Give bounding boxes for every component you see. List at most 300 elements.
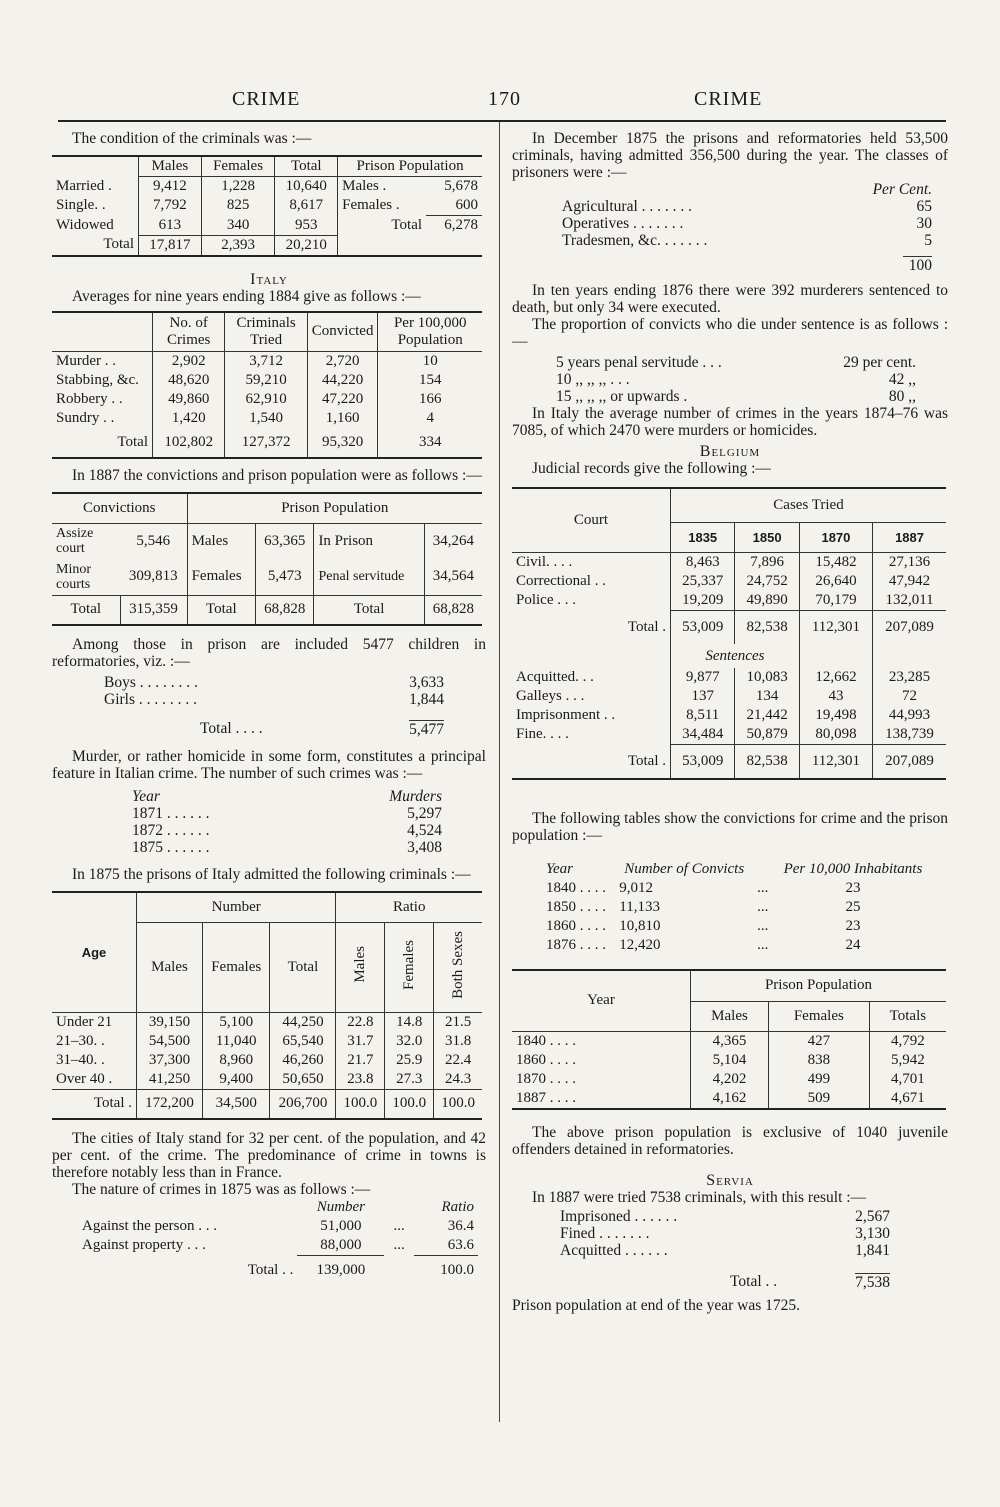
- cell: 21,442: [735, 706, 799, 725]
- cell: 5,104: [691, 1051, 769, 1070]
- row-label: 1870 . . . .: [516, 1071, 576, 1087]
- cell: 7,792: [139, 196, 202, 216]
- cell: 25,337: [671, 572, 735, 591]
- row-label: Widowed: [56, 216, 114, 233]
- row-label: Police . . .: [516, 591, 576, 608]
- list-label: Total . .: [730, 1273, 778, 1290]
- cell: 25.9: [385, 1051, 434, 1070]
- 1875-text: In 1875 the prisons of Italy admitted the following criminals :—: [72, 866, 471, 883]
- cell: 207,089: [873, 610, 946, 644]
- list-label: Acquitted . . . . . .: [560, 1242, 668, 1259]
- cell: 23: [845, 917, 861, 934]
- cell: 22.4: [434, 1051, 482, 1070]
- col-head: Age: [81, 944, 107, 960]
- cell: 1,420: [153, 409, 225, 428]
- cell: 70,179: [799, 591, 872, 611]
- cell: ...: [757, 936, 769, 953]
- cell: 68,828: [256, 595, 314, 625]
- col-head: Prison Population: [187, 493, 482, 523]
- row-label: 1887 . . . .: [516, 1090, 576, 1106]
- cell: 5,100: [203, 1012, 270, 1032]
- cell: 36.4: [447, 1218, 474, 1234]
- cell: 10,083: [735, 668, 799, 687]
- cell: 9,877: [671, 668, 735, 687]
- cell: 49,860: [153, 390, 225, 409]
- cell: 95,320: [307, 428, 378, 458]
- cell: 2,393: [201, 235, 275, 256]
- cell: 100.0: [385, 1089, 434, 1119]
- cell: 17,817: [139, 235, 202, 256]
- row-label: Total .: [627, 618, 666, 635]
- cell: 953: [275, 216, 338, 236]
- col-head: Total: [275, 156, 338, 177]
- list-label: 1875 . . . . . .: [132, 839, 210, 856]
- cell: 334: [378, 428, 482, 458]
- cell: 68,828: [424, 595, 482, 625]
- cell: 166: [378, 390, 482, 409]
- row-label: 1860 . . . .: [546, 917, 606, 934]
- row-label: Total .: [93, 1095, 132, 1112]
- list-label: Tradesmen, &c. . . . . . .: [562, 232, 708, 249]
- cell: 5,473: [256, 559, 314, 595]
- col-head: Both Sexes: [449, 930, 466, 999]
- cell: ...: [757, 879, 769, 896]
- cell: 65,540: [270, 1032, 336, 1051]
- cell: 53,009: [671, 610, 735, 644]
- col-head: Year: [546, 860, 573, 877]
- row-label: Assize court: [56, 526, 94, 557]
- cell: 5,546: [136, 532, 171, 549]
- cell: 8,463: [671, 552, 735, 572]
- cell: 47,220: [307, 390, 378, 409]
- cell: Total: [338, 216, 426, 236]
- row-label: 1840 . . . .: [546, 879, 606, 896]
- row-label: Total: [117, 434, 148, 450]
- cell: 20,210: [275, 235, 338, 256]
- cell: 21.5: [434, 1012, 482, 1032]
- row-label: 1850 . . . .: [546, 898, 606, 915]
- list-value: 3,408: [407, 839, 442, 856]
- col-head: Prison Population: [691, 970, 947, 1002]
- col-head: Criminals Tried: [225, 312, 307, 352]
- cell: ...: [393, 1237, 405, 1254]
- list-value: 42 ,,: [888, 371, 916, 388]
- col-head: Females: [400, 939, 417, 990]
- row-label: Over 40 .: [56, 1070, 113, 1087]
- cell: 8,617: [275, 196, 338, 216]
- cell: 82,538: [735, 610, 799, 644]
- col-head: Per 10,000 Inhabitants: [783, 860, 923, 877]
- cell: 509: [768, 1089, 869, 1109]
- row-label: Correctional . .: [516, 572, 606, 589]
- cell: 44,250: [270, 1012, 336, 1032]
- cell: 309,813: [128, 568, 178, 585]
- cell: Females: [187, 559, 256, 595]
- col-head: Prison Population: [338, 156, 482, 177]
- list-value: 5,477: [409, 721, 444, 738]
- cell: 34,500: [203, 1089, 270, 1119]
- cell: 37,300: [137, 1051, 203, 1070]
- cell: 207,089: [873, 745, 946, 779]
- december-text: In December 1875 the prisons and reformatories held 53,500 criminals, having admitted 356,500 during the year. The classes of prisoners were :—: [512, 130, 948, 181]
- cell: 19,498: [799, 706, 872, 725]
- cell: ...: [757, 898, 769, 915]
- cell: 59,210: [225, 371, 307, 390]
- cell: 26,640: [799, 572, 872, 591]
- cell: 100.0: [414, 1256, 478, 1286]
- cell: Males .: [338, 177, 426, 197]
- judicial-text: Judicial records give the following :—: [532, 460, 771, 477]
- cell: 31.8: [434, 1032, 482, 1051]
- cell: 23: [845, 879, 861, 896]
- row-label: Stabbing, &c.: [56, 372, 139, 388]
- row-label: Acquitted. . .: [516, 669, 594, 685]
- cell: 11,133: [619, 898, 660, 915]
- cell: In Prison: [314, 523, 424, 559]
- cell: 19,209: [671, 591, 735, 611]
- cell: 499: [768, 1070, 869, 1089]
- cell: 50,650: [270, 1070, 336, 1090]
- section-heading-italy: Italy: [250, 270, 288, 288]
- cell: 12,662: [799, 668, 872, 687]
- cell: 31.7: [336, 1032, 385, 1051]
- list-label: Girls . . . . . . . .: [104, 691, 197, 708]
- cell: 825: [201, 196, 275, 216]
- page-number: 170: [488, 88, 521, 110]
- cell: 4,162: [691, 1089, 769, 1109]
- cell: 206,700: [270, 1089, 336, 1119]
- list-value: 1,841: [855, 1242, 890, 1259]
- row-label: Robbery . .: [56, 391, 123, 407]
- cell: 24,752: [735, 572, 799, 591]
- cell: 10,640: [275, 177, 338, 197]
- list-value: 5,297: [407, 805, 442, 822]
- row-label: Against the person . . .: [82, 1218, 217, 1234]
- cell: 137: [671, 687, 735, 706]
- cell: Females .: [338, 196, 426, 216]
- cell: 4,202: [691, 1070, 769, 1089]
- list-label: Agricultural . . . . . . .: [562, 198, 693, 215]
- cell: 23.8: [336, 1070, 385, 1090]
- convicts-table: [542, 860, 932, 955]
- row-label: Total: [103, 236, 134, 253]
- cell: 63,365: [256, 523, 314, 559]
- col-head: Cases Tried: [671, 488, 947, 522]
- list-value: 65: [916, 198, 932, 215]
- col-head: Females: [201, 156, 275, 177]
- cell: 46,260: [270, 1051, 336, 1070]
- average-crimes-text: In Italy the average number of crimes in the years 1874–76 was 7085, of which 2470 were murders or homicides.: [512, 405, 948, 439]
- cell: 15,482: [799, 552, 872, 572]
- children-text: Among those in prison are included 5477 children in reformatories, viz. :—: [52, 636, 486, 670]
- cell: 315,359: [120, 595, 187, 625]
- list-label: Fined . . . . . . .: [560, 1225, 650, 1242]
- nature-text: The nature of crimes in 1875 was as follows :—: [72, 1181, 371, 1198]
- col-head: Females: [203, 922, 270, 1012]
- cell: 12,420: [619, 936, 661, 953]
- row-label: Sundry . .: [56, 410, 115, 426]
- list-value: 1,844: [409, 691, 444, 708]
- cell: 9,012: [619, 879, 653, 896]
- row-label: Murder . .: [56, 353, 116, 369]
- age-table: [52, 891, 482, 1120]
- cell: 112,301: [799, 610, 872, 644]
- cell: 2,902: [153, 352, 225, 372]
- cell: 32.0: [385, 1032, 434, 1051]
- list-value: 29 per cent.: [843, 354, 916, 371]
- cities-text: The cities of Italy stand for 32 per cent. of the population, and 42 per cent. of the crime. The predominance of crime in towns is therefore notably less than in France.: [52, 1130, 486, 1181]
- murders-list: [52, 788, 442, 856]
- subheading: Sentences: [671, 644, 800, 668]
- cell: 88,000: [320, 1237, 362, 1253]
- cell: 838: [768, 1051, 869, 1070]
- header-rule: [58, 120, 946, 122]
- row-label: Married .: [56, 177, 112, 194]
- row-label: Fine. . . .: [516, 726, 569, 743]
- col-head: Males: [139, 156, 202, 177]
- cell: 154: [378, 371, 482, 390]
- list-value: 3,633: [409, 674, 444, 691]
- cell: 11,040: [203, 1032, 270, 1051]
- cell: 5,942: [869, 1051, 946, 1070]
- list-label: Total . . . .: [200, 720, 263, 737]
- row-label: Total . .: [247, 1262, 294, 1278]
- cell: 10,810: [619, 917, 661, 934]
- list-value: 7,538: [855, 1274, 890, 1291]
- row-label: 31–40. .: [56, 1051, 105, 1068]
- list-label: Operatives . . . . . . .: [562, 215, 684, 232]
- cell: 127,372: [225, 428, 307, 458]
- column-separator: [499, 122, 500, 1422]
- list-value: 3,130: [855, 1225, 890, 1242]
- cell: 8,960: [203, 1051, 270, 1070]
- list-value: 80 ,,: [888, 388, 916, 405]
- cell: ...: [393, 1218, 405, 1234]
- cell: 1,228: [201, 177, 275, 197]
- cell: 22.8: [336, 1012, 385, 1032]
- cell: 613: [139, 216, 202, 236]
- tried-text: In 1887 were tried 7538 criminals, with this result :—: [532, 1189, 867, 1206]
- col-head: Convictions: [83, 499, 156, 516]
- following-text: The following tables show the convictions for crime and the prison population :—: [512, 809, 948, 844]
- col-head: Totals: [869, 1002, 946, 1032]
- cell: 4,671: [869, 1089, 946, 1109]
- cell: 44,993: [873, 706, 946, 725]
- cell: Total: [187, 595, 256, 625]
- cell: 9,412: [139, 177, 202, 197]
- cell: 5,678: [444, 178, 478, 194]
- left-column: [52, 130, 486, 1286]
- averages-text: Averages for nine years ending 1884 give as follows :—: [72, 287, 421, 305]
- row-label: Civil. . . .: [516, 553, 573, 570]
- col-head: 1850: [735, 522, 799, 552]
- cell: 39,150: [137, 1012, 203, 1032]
- list-label: 1871 . . . . . .: [132, 805, 210, 822]
- list-label: Boys . . . . . . . .: [104, 674, 198, 691]
- list-value: 100: [903, 256, 932, 274]
- list-head: Year: [132, 788, 160, 805]
- cell: 24.3: [434, 1070, 482, 1090]
- cell: 51,000: [320, 1218, 362, 1234]
- col-head: Convicted: [307, 312, 378, 352]
- col-head: Males: [691, 1002, 769, 1032]
- row-label: Total: [70, 601, 102, 618]
- col-head: Ratio: [441, 1199, 474, 1215]
- children-list: [52, 674, 444, 738]
- convictions-prison-table: [52, 492, 482, 626]
- cell: 47,942: [873, 572, 946, 591]
- cell: Males: [187, 523, 256, 559]
- right-column: [512, 130, 948, 1314]
- cell: 132,011: [873, 591, 946, 611]
- cell: Total: [314, 595, 424, 625]
- italy-averages-table: [52, 311, 482, 460]
- row-label: Total .: [627, 752, 666, 769]
- cell: 112,301: [799, 745, 872, 779]
- cell: 138,739: [873, 725, 946, 745]
- list-value: 4,524: [407, 822, 442, 839]
- list-label: 15 ,, ,, ,, or upwards .: [556, 388, 688, 405]
- cell: 53,009: [671, 745, 735, 779]
- above-text: The above prison population is exclusive of 1040 juvenile offenders detained in reformatories.: [512, 1124, 948, 1158]
- cell: 4,701: [869, 1070, 946, 1089]
- murder-text: Murder, or rather homicide in some form, constitutes a principal feature in Italian crime. The number of such crimes was :—: [52, 748, 486, 782]
- cell: 6,278: [426, 216, 482, 236]
- cell: 7,896: [735, 552, 799, 572]
- cell: 139,000: [297, 1256, 384, 1286]
- belgium-table: [512, 487, 946, 780]
- col-head: Court: [573, 511, 609, 528]
- end-text: Prison population at end of the year was 1725.: [512, 1297, 800, 1314]
- classes-list: [512, 181, 932, 274]
- row-label: Galleys . . .: [516, 688, 585, 704]
- list-label: 1872 . . . . . .: [132, 822, 210, 839]
- col-head: Year: [587, 992, 615, 1009]
- cell: 82,538: [735, 745, 799, 779]
- cell: Penal servitude: [314, 559, 424, 595]
- col-head: 1870: [799, 522, 872, 552]
- cell: 600: [455, 197, 478, 213]
- cell: 1,540: [225, 409, 307, 428]
- cell: 80,098: [799, 725, 872, 745]
- col-head: Females: [768, 1002, 869, 1032]
- cell: 4,365: [691, 1032, 769, 1052]
- list-label: Imprisoned . . . . . .: [560, 1208, 678, 1225]
- running-head-left: CRIME: [232, 88, 301, 110]
- row-label: 1860 . . . .: [516, 1052, 576, 1068]
- row-label: Under 21: [56, 1013, 113, 1030]
- col-head: Males: [137, 922, 203, 1012]
- cell: 2,720: [307, 352, 378, 372]
- cell: 8,511: [671, 706, 735, 725]
- cell: 41,250: [137, 1070, 203, 1090]
- list-label: 10 ,, ,, ,, . . .: [556, 371, 630, 388]
- col-head: 1835: [671, 522, 735, 552]
- cell: 100.0: [336, 1089, 385, 1119]
- row-label: Against property . . .: [82, 1237, 206, 1254]
- cell: 43: [799, 687, 872, 706]
- cell: 10: [378, 352, 482, 372]
- murderers-text: In ten years ending 1876 there were 392 murderers sentenced to death, but only 34 were executed.: [512, 282, 948, 316]
- cell: 3,712: [225, 352, 307, 372]
- condition-table: [52, 155, 482, 257]
- cell: 1,160: [307, 409, 378, 428]
- cell: 14.8: [385, 1012, 434, 1032]
- col-head: No. of Crimes: [153, 312, 225, 352]
- row-label: Single. .: [56, 197, 106, 214]
- cell: ...: [757, 917, 769, 934]
- cell: 340: [201, 216, 275, 236]
- cell: 34,484: [671, 725, 735, 745]
- cell: 4,792: [869, 1032, 946, 1052]
- row-label: 1876 . . . .: [546, 936, 606, 953]
- servia-list: [512, 1208, 890, 1291]
- col-head: Per 100,000 Population: [378, 312, 482, 352]
- row-label: Imprisonment . .: [516, 707, 616, 723]
- cell: 102,802: [153, 428, 225, 458]
- cell: 134: [735, 687, 799, 706]
- section-heading-belgium: Belgium: [699, 443, 761, 460]
- running-head-right: CRIME: [694, 88, 763, 110]
- prison-population-table: [512, 969, 946, 1111]
- cell: 44,220: [307, 371, 378, 390]
- cell: 27,136: [873, 552, 946, 572]
- cell: 63.6: [447, 1237, 474, 1253]
- list-value: 2,567: [855, 1208, 890, 1225]
- cell: 49,890: [735, 591, 799, 611]
- penal-list: [512, 354, 916, 405]
- cell: 54,500: [137, 1032, 203, 1051]
- cell: 4: [378, 409, 482, 428]
- list-head: Murders: [389, 788, 442, 805]
- cell: 34,564: [424, 559, 482, 595]
- row-label: 21–30. .: [56, 1032, 105, 1049]
- col-head: Males: [351, 946, 368, 983]
- 1887-text: In 1887 the convictions and prison population were as follows :—: [72, 467, 482, 484]
- list-label: 5 years penal servitude . . .: [556, 354, 722, 371]
- col-head: Number of Convicts: [624, 860, 745, 877]
- cell: 48,620: [153, 371, 225, 390]
- list-value: 5: [924, 232, 932, 249]
- col-head: Number: [316, 1199, 366, 1215]
- cell: 172,200: [137, 1089, 203, 1119]
- cell: 24: [845, 936, 861, 953]
- row-label: Minor courts: [56, 561, 91, 592]
- cell: 34,264: [424, 523, 482, 559]
- cell: 427: [768, 1032, 869, 1052]
- list-head: Per Cent.: [872, 181, 932, 198]
- cell: 27.3: [385, 1070, 434, 1090]
- section-heading-servia: Servia: [706, 1172, 754, 1189]
- cell: 50,879: [735, 725, 799, 745]
- proportion-text: The proportion of convicts who die under sentence is as follows :—: [512, 316, 948, 350]
- cell: 25: [845, 898, 861, 915]
- cell: 72: [873, 687, 946, 706]
- row-label: 1840 . . . .: [516, 1033, 576, 1049]
- cell: 21.7: [336, 1051, 385, 1070]
- cell: 9,400: [203, 1070, 270, 1090]
- cell: 23,285: [873, 668, 946, 687]
- intro-text: The condition of the criminals was :—: [72, 130, 312, 147]
- cell: 62,910: [225, 390, 307, 409]
- list-value: 30: [916, 215, 932, 232]
- col-head: Ratio: [336, 892, 482, 922]
- col-head: Total: [270, 922, 336, 1012]
- nature-table: [78, 1198, 478, 1286]
- cell: 100.0: [434, 1089, 482, 1119]
- col-head: 1887: [873, 522, 946, 552]
- col-head: Number: [137, 892, 336, 922]
